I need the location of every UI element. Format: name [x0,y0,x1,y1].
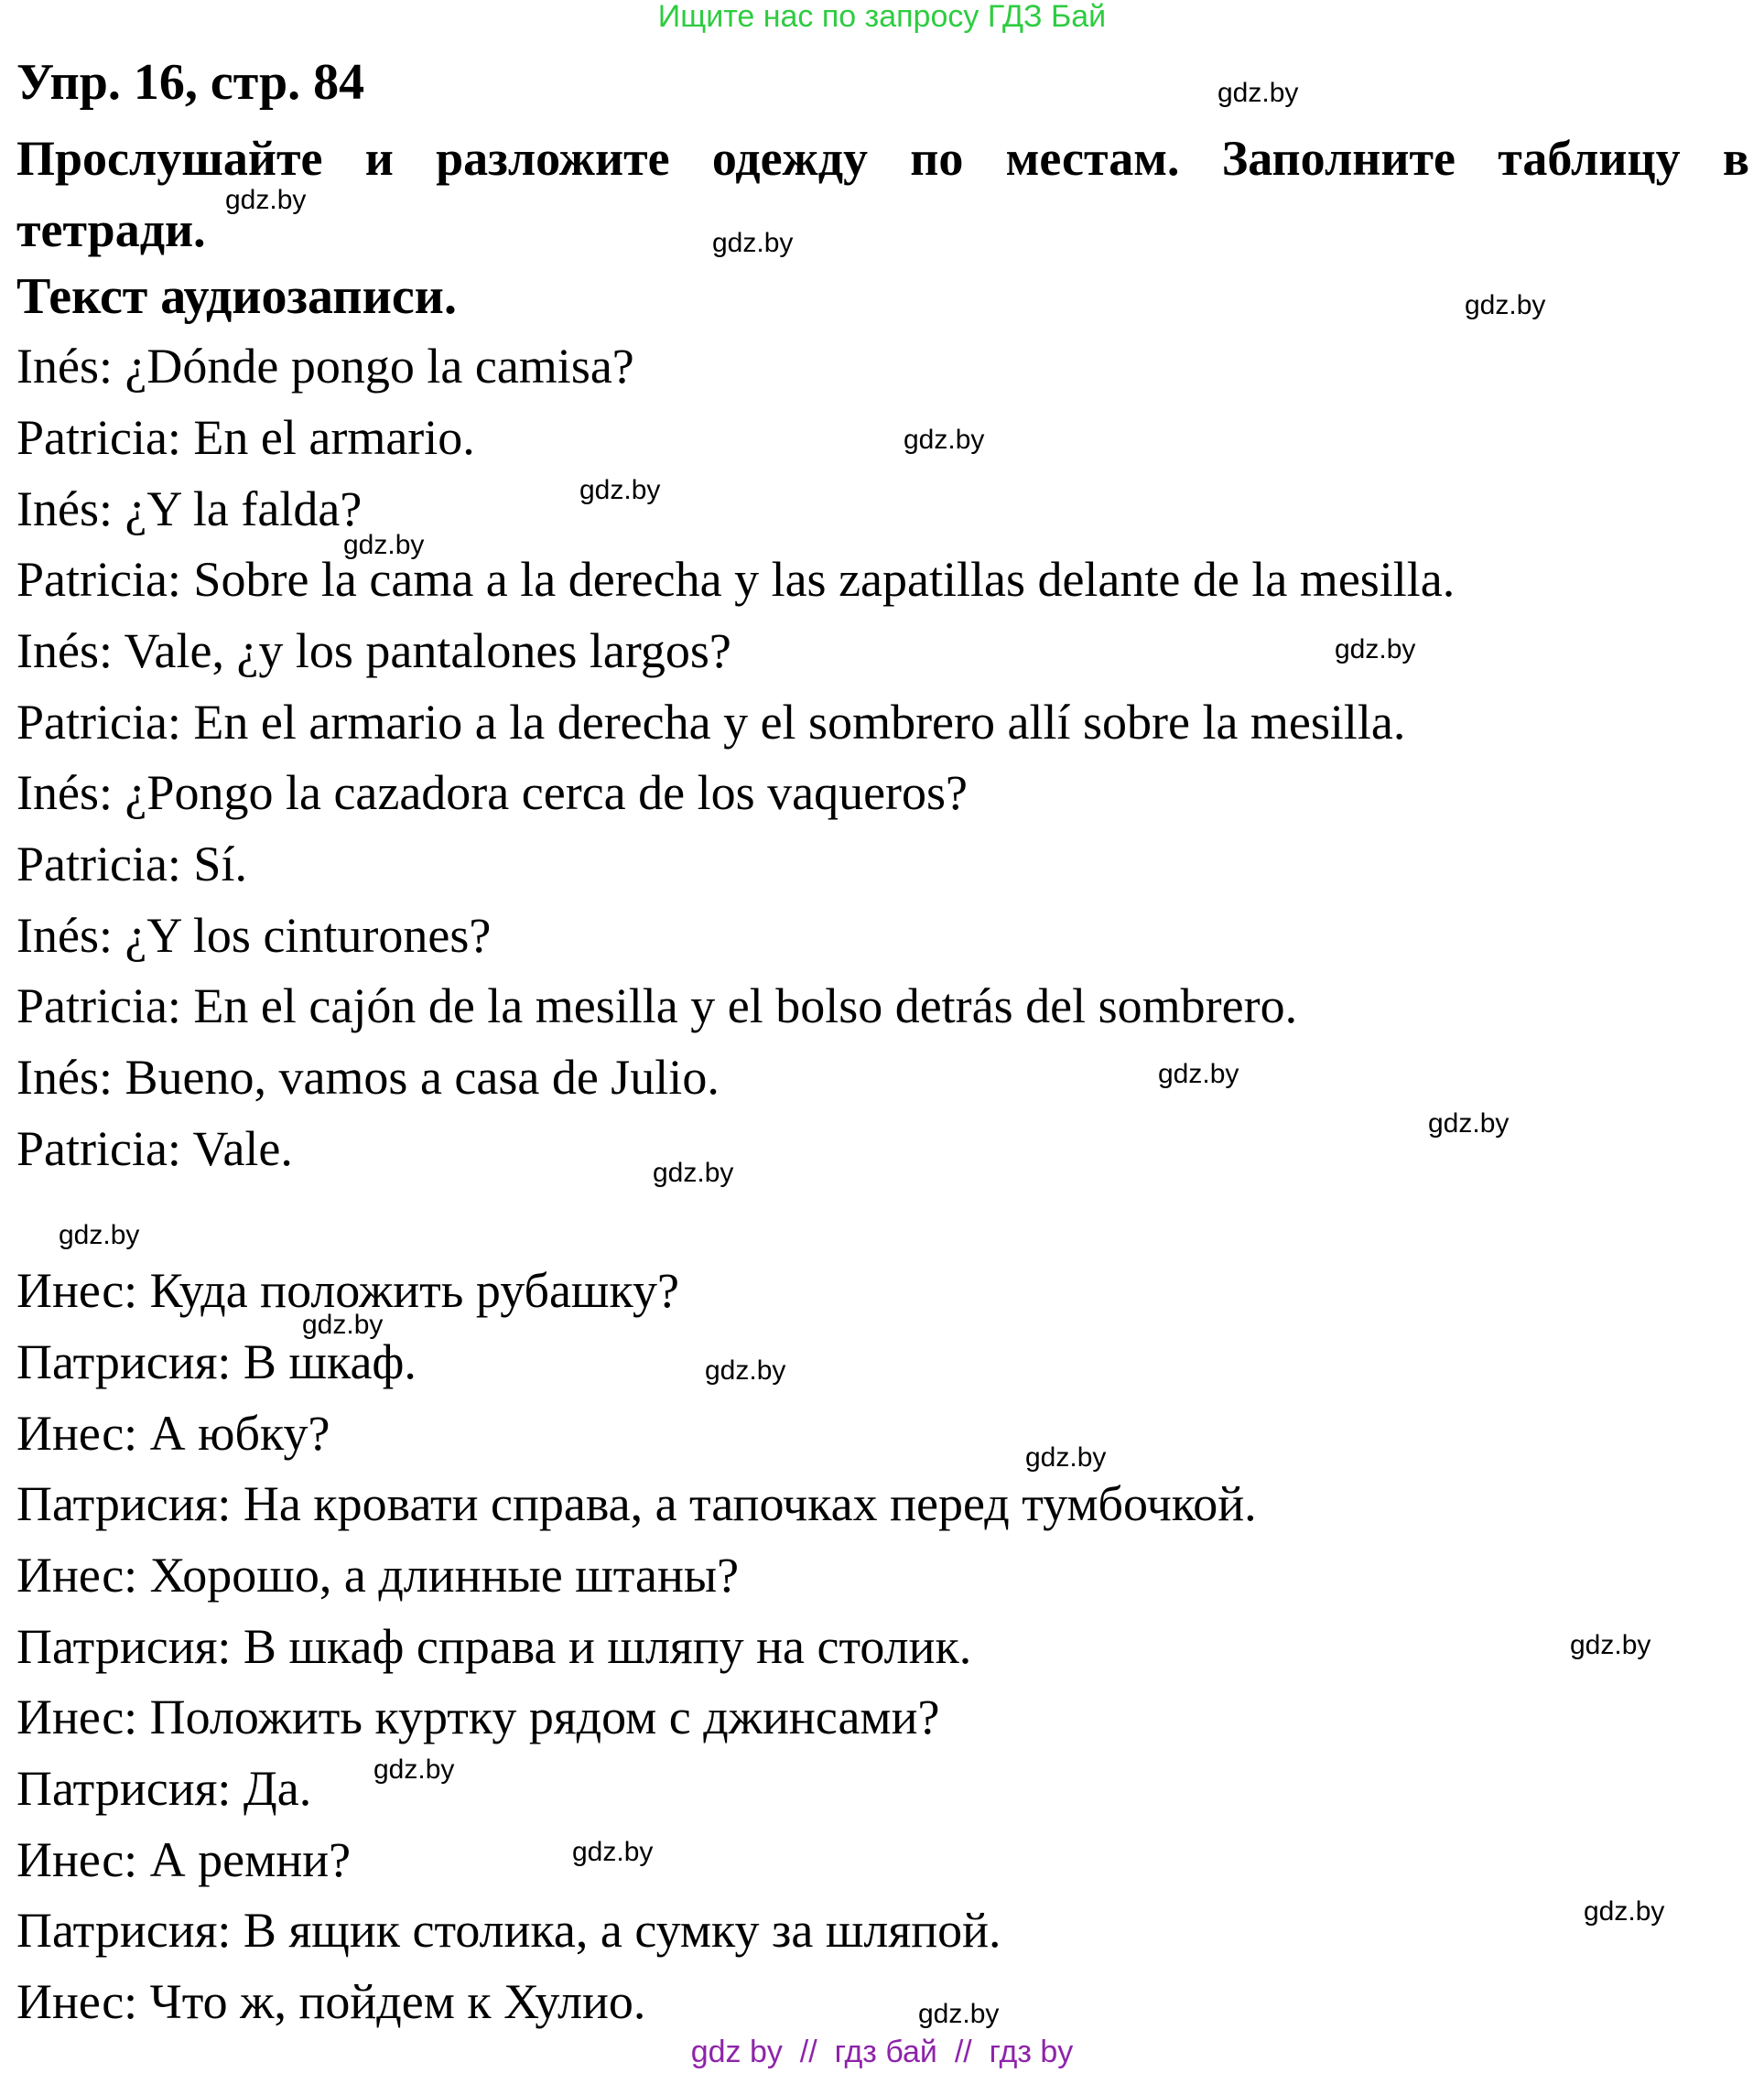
transcript-line-ru: Инес: Положить куртку рядом с джинсами? [16,1690,940,1744]
watermark: gdz.by [59,1220,140,1250]
watermark: gdz.by [1158,1059,1239,1089]
transcript-heading: Текст аудиозаписи. [16,268,457,325]
watermark: gdz.by [1465,290,1546,320]
watermark: gdz.by [918,1999,1000,2029]
transcript-line-ru: Патрисия: Да. [16,1761,312,1816]
instruction: Прослушайте и разложите одежду по местам. Заполните таблицу в тетради. [16,131,1749,257]
transcript-line-ru: Патрисия: В шкаф. [16,1334,417,1389]
watermark: gdz.by [343,530,425,560]
transcript-line-ru: Инес: Хорошо, а длинные штаны? [16,1548,740,1603]
watermark: gdz.by [712,228,794,258]
watermark: gdz.by [1335,634,1416,664]
transcript-line-ru: Патрисия: В ящик столика, а сумку за шляпой. [16,1903,1001,1958]
watermark: gdz.by [225,185,307,215]
transcript-line-es: Inés: ¿Y la falda? [16,481,363,536]
watermark: gdz.by [904,425,985,455]
watermark: gdz.by [1428,1108,1510,1139]
transcript-line-es: Patricia: En el cajón de la mesilla y el bolso detrás del sombrero. [16,978,1298,1033]
transcript-line-ru: Инес: Что ж, пойдем к Хулио. [16,1974,646,2029]
watermark: gdz.by [653,1158,734,1188]
transcript-line-ru: Инес: Куда положить рубашку? [16,1263,679,1318]
transcript-line-ru: Инес: А ремни? [16,1832,352,1887]
transcript-line-es: Inés: ¿Y los cinturones? [16,908,492,963]
transcript-line-ru: Инес: А юбку? [16,1406,330,1461]
watermark: gdz.by [1025,1442,1107,1473]
watermark: gdz.by [302,1310,384,1340]
bottom-banner: gdz by // гдз бай // гдз by [690,2035,1074,2069]
watermark: gdz.by [1584,1896,1665,1927]
watermark: gdz.by [572,1837,654,1867]
watermark: gdz.by [705,1355,786,1386]
transcript-line-es: Inés: ¿Pongo la cazadora cerca de los vaqueros? [16,765,968,820]
transcript-line-es: Inés: Vale, ¿y los pantalones largos? [16,623,731,678]
transcript-line-ru: Патрисия: В шкаф справа и шляпу на столик. [16,1619,972,1674]
watermark: gdz.by [1570,1630,1651,1660]
transcript-line-es: Patricia: Sí. [16,837,247,891]
transcript-line-es: Inés: Bueno, vamos a casa de Julio. [16,1050,720,1105]
watermark: gdz.by [373,1754,455,1785]
exercise-title: Упр. 16, стр. 84 [16,54,365,111]
transcript-line-es: Inés: ¿Dónde pongo la camisa? [16,339,634,394]
transcript-line-es: Patricia: Sobre la cama a la derecha y las zapatillas delante de la mesilla. [16,552,1456,607]
watermark: gdz.by [1217,78,1299,108]
transcript-line-es: Patricia: En el armario. [16,410,475,465]
top-banner: Ищите нас по запросу ГДЗ Бай [657,0,1107,34]
transcript-line-es: Patricia: Vale. [16,1121,293,1176]
watermark: gdz.by [579,475,661,505]
transcript-line-ru: Патрисия: На кровати справа, а тапочках перед тумбочкой. [16,1476,1257,1531]
transcript-line-es: Patricia: En el armario a la derecha y el sombrero allí sobre la mesilla. [16,695,1406,750]
